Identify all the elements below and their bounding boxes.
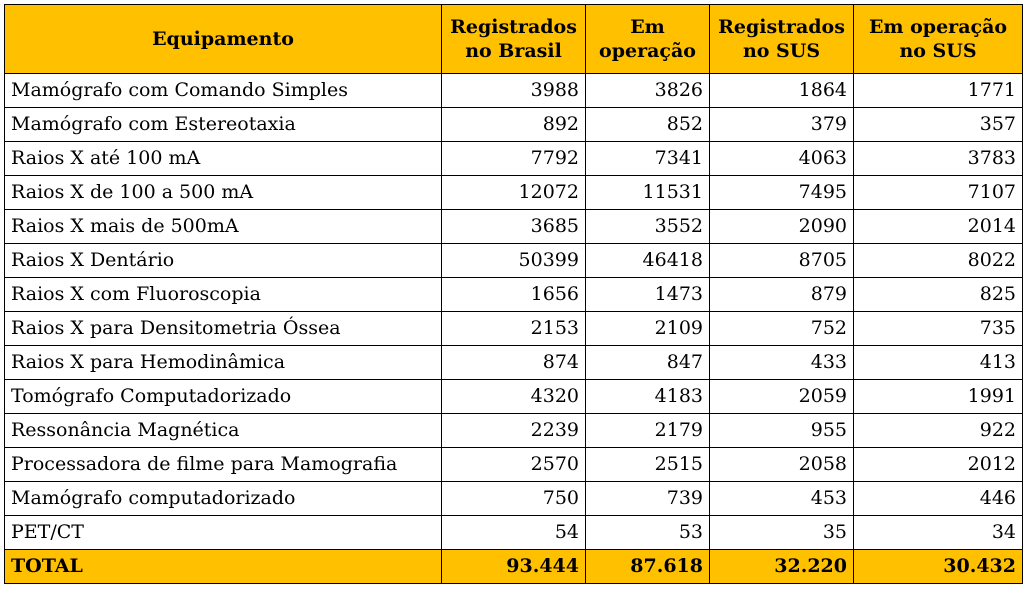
total-value-cell: 93.444: [442, 550, 586, 584]
value-cell: 874: [442, 346, 586, 380]
equipment-name-cell: Mamógrafo com Comando Simples: [5, 74, 442, 108]
value-cell: 879: [710, 278, 854, 312]
column-header: [5, 5, 442, 74]
value-cell: 413: [854, 346, 1023, 380]
column-header: [586, 5, 710, 74]
value-cell: 3826: [586, 74, 710, 108]
value-cell: 7107: [854, 176, 1023, 210]
table-row: [5, 380, 1023, 414]
table-row: [5, 346, 1023, 380]
column-header-line: Registrados: [718, 16, 845, 38]
equipment-name-cell: Raios X mais de 500mA: [5, 210, 442, 244]
table-row: [5, 244, 1023, 278]
value-cell: 2059: [710, 380, 854, 414]
value-cell: 2058: [710, 448, 854, 482]
value-cell: 11531: [586, 176, 710, 210]
equipment-name-cell: Mamógrafo com Estereotaxia: [5, 108, 442, 142]
value-cell: 2090: [710, 210, 854, 244]
column-header: [710, 5, 854, 74]
value-cell: 1864: [710, 74, 854, 108]
value-cell: 739: [586, 482, 710, 516]
value-cell: 1991: [854, 380, 1023, 414]
table-body: [5, 74, 1023, 550]
equipment-table: [4, 4, 1023, 584]
equipment-name-cell: Raios X com Fluoroscopia: [5, 278, 442, 312]
table-row: [5, 108, 1023, 142]
value-cell: 825: [854, 278, 1023, 312]
total-row: [5, 550, 1023, 584]
value-cell: 892: [442, 108, 586, 142]
equipment-name-cell: Processadora de filme para Mamografia: [5, 448, 442, 482]
table-row: [5, 448, 1023, 482]
value-cell: 4320: [442, 380, 586, 414]
value-cell: 34: [854, 516, 1023, 550]
table-row: [5, 142, 1023, 176]
value-cell: 2570: [442, 448, 586, 482]
table-row: [5, 312, 1023, 346]
value-cell: 8022: [854, 244, 1023, 278]
column-header-line: Equipamento: [152, 28, 294, 50]
total-value-cell: 32.220: [710, 550, 854, 584]
value-cell: 379: [710, 108, 854, 142]
value-cell: 2109: [586, 312, 710, 346]
value-cell: 752: [710, 312, 854, 346]
column-header-line: Em: [630, 16, 665, 38]
equipment-name-cell: Raios X até 100 mA: [5, 142, 442, 176]
table-header: [5, 5, 1023, 74]
value-cell: 357: [854, 108, 1023, 142]
value-cell: 2239: [442, 414, 586, 448]
value-cell: 8705: [710, 244, 854, 278]
value-cell: 1473: [586, 278, 710, 312]
column-header: [442, 5, 586, 74]
header-row: [5, 5, 1023, 74]
column-header-line: Registrados: [450, 16, 577, 38]
total-value-cell: 87.618: [586, 550, 710, 584]
table-row: [5, 176, 1023, 210]
value-cell: 50399: [442, 244, 586, 278]
table-row: [5, 74, 1023, 108]
value-cell: 1656: [442, 278, 586, 312]
value-cell: 2153: [442, 312, 586, 346]
value-cell: 2014: [854, 210, 1023, 244]
column-header: [854, 5, 1023, 74]
value-cell: 3988: [442, 74, 586, 108]
value-cell: 54: [442, 516, 586, 550]
equipment-name-cell: Raios X Dentário: [5, 244, 442, 278]
value-cell: 453: [710, 482, 854, 516]
value-cell: 2179: [586, 414, 710, 448]
value-cell: 2012: [854, 448, 1023, 482]
column-header-line: no SUS: [742, 40, 821, 62]
table-row: [5, 516, 1023, 550]
value-cell: 3685: [442, 210, 586, 244]
table-row: [5, 210, 1023, 244]
value-cell: 4063: [710, 142, 854, 176]
table-row: [5, 278, 1023, 312]
value-cell: 922: [854, 414, 1023, 448]
value-cell: 46418: [586, 244, 710, 278]
equipment-name-cell: Mamógrafo computadorizado: [5, 482, 442, 516]
column-header-line: no Brasil: [465, 40, 562, 62]
value-cell: 750: [442, 482, 586, 516]
equipment-name-cell: Ressonância Magnética: [5, 414, 442, 448]
total-label: TOTAL: [5, 550, 442, 584]
value-cell: 3552: [586, 210, 710, 244]
value-cell: 433: [710, 346, 854, 380]
column-header-line: operação: [599, 40, 696, 62]
value-cell: 12072: [442, 176, 586, 210]
value-cell: 852: [586, 108, 710, 142]
equipment-name-cell: Tomógrafo Computadorizado: [5, 380, 442, 414]
equipment-name-cell: PET/CT: [5, 516, 442, 550]
value-cell: 53: [586, 516, 710, 550]
total-value-cell: 30.432: [854, 550, 1023, 584]
value-cell: 3783: [854, 142, 1023, 176]
value-cell: 4183: [586, 380, 710, 414]
value-cell: 35: [710, 516, 854, 550]
equipment-name-cell: Raios X para Densitometria Óssea: [5, 312, 442, 346]
value-cell: 735: [854, 312, 1023, 346]
value-cell: 7495: [710, 176, 854, 210]
value-cell: 2515: [586, 448, 710, 482]
table-row: [5, 414, 1023, 448]
value-cell: 446: [854, 482, 1023, 516]
value-cell: 7792: [442, 142, 586, 176]
value-cell: 955: [710, 414, 854, 448]
value-cell: 1771: [854, 74, 1023, 108]
value-cell: 7341: [586, 142, 710, 176]
table-footer: [5, 550, 1023, 584]
column-header-line: Em operação: [868, 16, 1008, 38]
column-header-line: no SUS: [899, 40, 977, 62]
equipment-name-cell: Raios X de 100 a 500 mA: [5, 176, 442, 210]
table-row: [5, 482, 1023, 516]
equipment-name-cell: Raios X para Hemodinâmica: [5, 346, 442, 380]
value-cell: 847: [586, 346, 710, 380]
